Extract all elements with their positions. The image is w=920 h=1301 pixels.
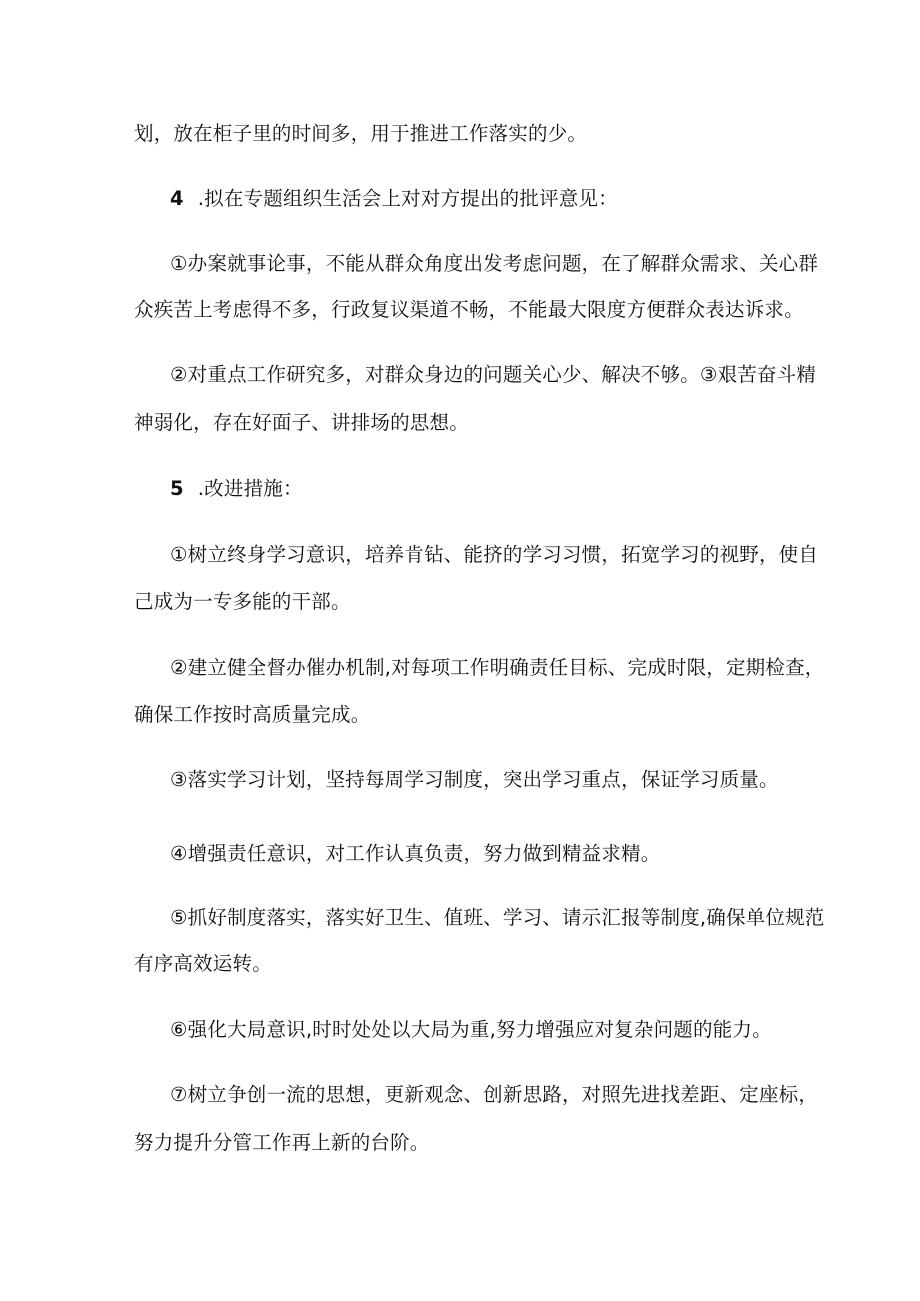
section-number: 5 <box>170 477 184 500</box>
paragraph-line: ①办案就事论事，不能从群众角度出发考虑问题，在了解群众需求、关心群 <box>170 252 819 275</box>
paragraph-line: ⑦树立争创一流的思想，更新观念、创新思路，对照先进找差距、定座标， <box>170 1083 819 1106</box>
paragraph-line: 努力提升分管工作再上新的台阶。 <box>134 1131 430 1154</box>
paragraph-line: 划，放在柜子里的时间多，用于推进工作落实的少。 <box>134 122 588 145</box>
section-heading-4 <box>170 186 920 212</box>
paragraph-line: ⑥强化大局意识,时时处处以大局为重,努力增强应对复杂问题的能力。 <box>170 1018 772 1041</box>
paragraph-line: 神弱化，存在好面子、讲排场的思想。 <box>134 411 469 434</box>
section-number: 4 <box>170 187 184 210</box>
paragraph-line: 己成为一专多能的干部。 <box>134 590 351 613</box>
paragraph-line: 有序高效运转。 <box>134 952 272 975</box>
paragraph-line: 确保工作按时高质量完成。 <box>134 703 371 726</box>
paragraph-line: ①树立终身学习意识，培养肯钻、能挤的学习习惯，拓宽学习的视野，使自 <box>170 543 819 566</box>
paragraph-line: ②建立健全督办催办机制,对每项工作明确责任目标、完成时限，定期检查， <box>170 656 825 679</box>
section-title: .改进措施： <box>197 477 303 500</box>
paragraph-line: 众疾苦上考虑得不多，行政复议渠道不畅，不能最大限度方便群众表达诉求。 <box>134 298 804 321</box>
paragraph-line: ⑤抓好制度落实，落实好卫生、值班、学习、请示汇报等制度,确保单位规范 <box>170 906 825 929</box>
paragraph-line: ④增强责任意识，对工作认真负责，努力做到精益求精。 <box>170 842 661 865</box>
section-heading-5 <box>170 476 920 502</box>
paragraph-line: ②对重点工作研究多，对群众身边的问题关心少、解决不够。③艰苦奋斗精 <box>170 363 817 386</box>
section-title: .拟在专题组织生活会上对对方提出的批评意见： <box>197 187 618 210</box>
paragraph-line: ③落实学习计划，坚持每周学习制度，突出学习重点，保证学习质量。 <box>170 768 779 791</box>
